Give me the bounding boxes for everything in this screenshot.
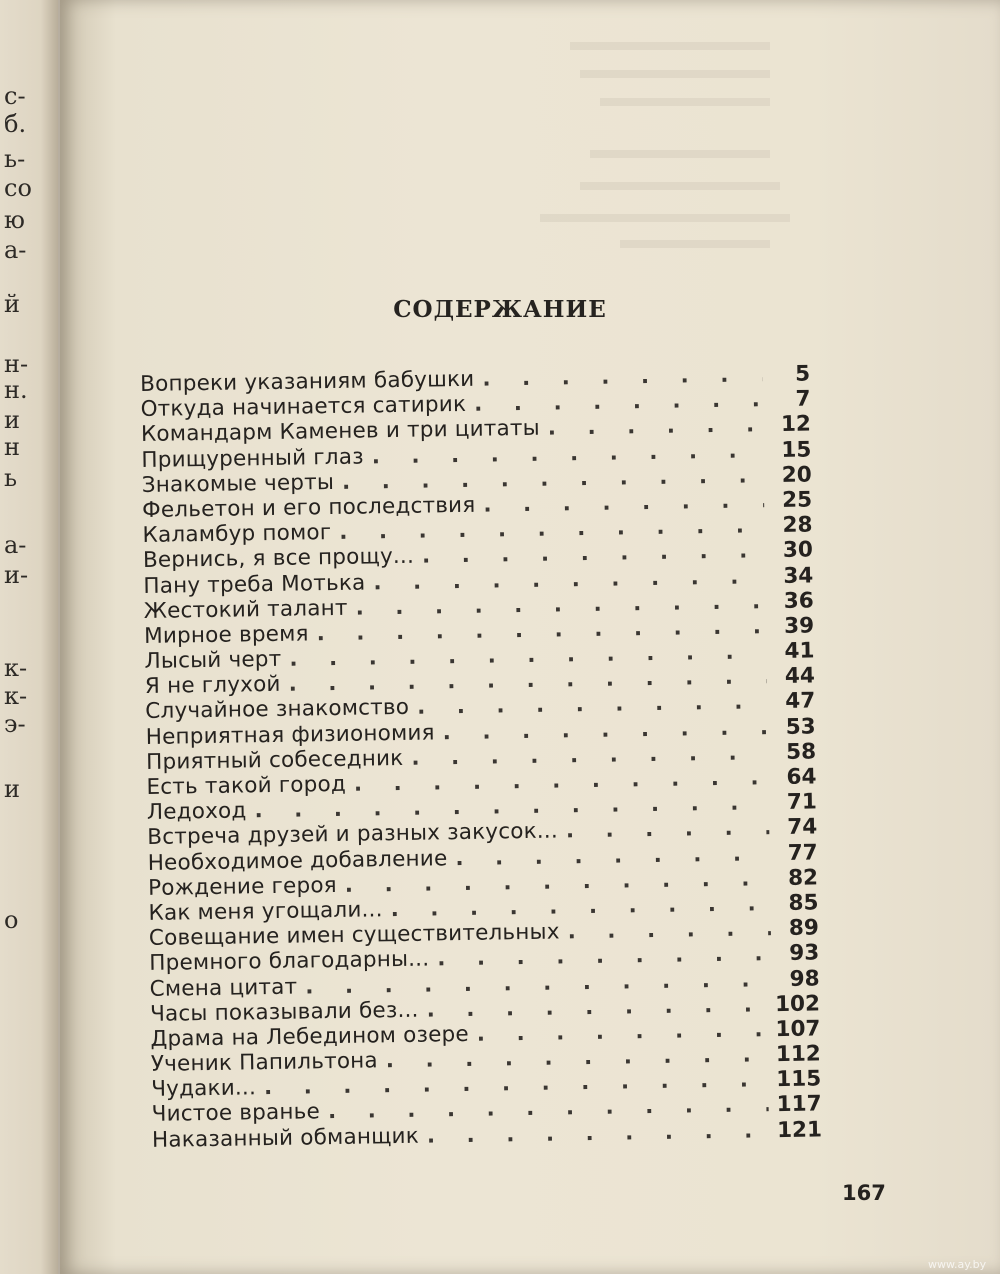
toc-entry-title: Как меня угощали... bbox=[148, 897, 383, 926]
toc-entry-page: 77 bbox=[787, 839, 818, 866]
toc-entry-title: Я не глухой bbox=[144, 672, 281, 700]
toc-entry-title: Ученик Папильтона bbox=[150, 1048, 379, 1077]
show-through-line bbox=[600, 98, 770, 106]
toc-dot-leader bbox=[427, 1118, 770, 1149]
show-through-line bbox=[540, 214, 790, 222]
toc-entry-page: 82 bbox=[787, 865, 819, 891]
toc-entry-page: 34 bbox=[783, 562, 814, 589]
toc-entry-title: Знакомые черты bbox=[141, 469, 335, 498]
toc-entry-page: 36 bbox=[783, 588, 814, 614]
previous-page-text-fragment: к- bbox=[4, 682, 28, 710]
previous-page-text-fragment: ю bbox=[4, 206, 25, 234]
previous-page-text-fragment: э- bbox=[4, 710, 26, 738]
show-through-line bbox=[580, 182, 780, 190]
toc-entry-page: 25 bbox=[781, 487, 813, 513]
toc-entry-page: 47 bbox=[785, 688, 816, 715]
toc-entry-page: 85 bbox=[788, 890, 819, 916]
toc-entry-page: 112 bbox=[775, 1041, 821, 1068]
toc-entry-title: Лысый черт bbox=[144, 646, 282, 675]
page-number: 167 bbox=[842, 1181, 886, 1205]
show-through-line bbox=[590, 150, 770, 158]
toc-entry-title: Часы показывали без... bbox=[149, 997, 419, 1027]
toc-entry-page: 121 bbox=[776, 1117, 823, 1143]
toc-entry-page: 64 bbox=[786, 764, 817, 790]
toc-entry-page: 102 bbox=[774, 991, 821, 1017]
toc-entry-title: Рождение героя bbox=[147, 872, 338, 901]
toc-entry-title: Прищуренный глаз bbox=[141, 444, 364, 473]
previous-page-edge bbox=[0, 0, 58, 1274]
toc-entry-page: 74 bbox=[787, 814, 818, 841]
toc-entry-page: 107 bbox=[775, 1016, 821, 1042]
toc-entry-title: Неприятная физиономия bbox=[145, 720, 435, 750]
watermark: www.ay.by bbox=[928, 1258, 987, 1271]
toc-entry-title: Наказанный обманщик bbox=[151, 1123, 420, 1153]
page-title: СОДЕРЖАНИЕ bbox=[393, 296, 607, 323]
previous-page-text-fragment: и bbox=[4, 775, 20, 803]
show-through-line bbox=[570, 42, 770, 50]
toc-entry-page: 39 bbox=[783, 613, 815, 639]
toc-entry-title: Чудаки... bbox=[151, 1075, 257, 1103]
previous-page-text-fragment: со bbox=[4, 174, 32, 202]
previous-page-text-fragment: ь bbox=[4, 464, 18, 492]
toc-entry-page: 20 bbox=[781, 462, 812, 488]
toc-entry-title: Жестокий талант bbox=[143, 595, 348, 624]
toc-dot-leader bbox=[548, 413, 763, 442]
toc-entry-page: 44 bbox=[784, 663, 816, 690]
show-through-line bbox=[580, 70, 770, 78]
toc-entry-title: Необходимое добавление bbox=[147, 845, 448, 876]
previous-page-text-fragment: н. bbox=[4, 376, 28, 404]
toc-entry-page: 93 bbox=[789, 940, 820, 967]
toc-entry-page: 53 bbox=[785, 714, 816, 740]
toc-entry-title: Встреча друзей и разных закусок... bbox=[147, 818, 559, 851]
previous-page-text-fragment: к- bbox=[4, 654, 28, 682]
previous-page-text-fragment: и bbox=[4, 406, 20, 434]
toc-entry-page: 41 bbox=[784, 638, 815, 664]
toc-entry-page: 98 bbox=[789, 965, 820, 992]
toc-entry-page: 30 bbox=[782, 537, 814, 564]
previous-page-text-fragment: н- bbox=[4, 350, 29, 378]
previous-page-text-fragment: а- bbox=[4, 236, 27, 264]
previous-page-text-fragment: б. bbox=[4, 110, 27, 138]
toc-entry-page: 58 bbox=[785, 739, 817, 765]
toc-entry-title: Фельетон и его последствия bbox=[141, 492, 476, 523]
toc-entry-page: 117 bbox=[776, 1091, 822, 1118]
toc-entry-page: 7 bbox=[795, 386, 811, 412]
toc-entry-title: Смена цитат bbox=[149, 974, 298, 1002]
toc-entry-title: Мирное время bbox=[143, 621, 309, 649]
toc-entry-title: Каламбур помог bbox=[142, 520, 332, 549]
toc-dot-leader bbox=[566, 816, 770, 844]
previous-page-text-fragment: и- bbox=[4, 561, 29, 589]
toc-entry-page: 12 bbox=[780, 411, 812, 438]
toc-entry-title: Командарм Каменев и три цитаты bbox=[140, 416, 541, 448]
toc-entry-page: 5 bbox=[794, 361, 811, 387]
show-through-line bbox=[620, 240, 770, 248]
toc-entry-title: Ледоход bbox=[146, 798, 247, 826]
toc-entry-title: Чистое вранье bbox=[151, 1099, 321, 1128]
toc-entry-page: 15 bbox=[781, 437, 812, 463]
toc-entry-title: Приятный собеседник bbox=[145, 745, 404, 775]
toc-entry-title: Вопреки указаниям бабушки bbox=[140, 366, 475, 397]
table-of-contents bbox=[140, 361, 822, 1152]
previous-page-text-fragment: ь- bbox=[4, 145, 26, 173]
toc-entry-page: 71 bbox=[786, 789, 818, 816]
previous-page-text-fragment: о bbox=[4, 906, 19, 934]
previous-page-text-fragment: н bbox=[4, 433, 20, 461]
previous-page-text-fragment: с- bbox=[4, 82, 26, 110]
toc-entry-title: Совещание имен существительных bbox=[148, 919, 560, 952]
toc-entry-title: Пану треба Мотька bbox=[143, 569, 366, 599]
previous-page-text-fragment: а- bbox=[4, 531, 27, 559]
toc-entry-title: Драма на Лебедином озере bbox=[150, 1021, 470, 1052]
toc-entry-title: Есть такой город bbox=[146, 771, 347, 800]
toc-entry-page: 28 bbox=[782, 512, 813, 539]
toc-entry-title: Вернись, я все прощу... bbox=[142, 544, 415, 574]
toc-entry-page: 115 bbox=[776, 1066, 822, 1093]
toc-entry-title: Премного благодарны... bbox=[149, 946, 430, 977]
previous-page-text-fragment: й bbox=[4, 290, 20, 318]
toc-entry-page: 89 bbox=[788, 915, 820, 941]
toc-entry-title: Откуда начинается сатирик bbox=[140, 392, 467, 423]
toc-entry-title: Случайное знакомство bbox=[145, 695, 410, 725]
toc-dot-leader bbox=[567, 916, 771, 944]
